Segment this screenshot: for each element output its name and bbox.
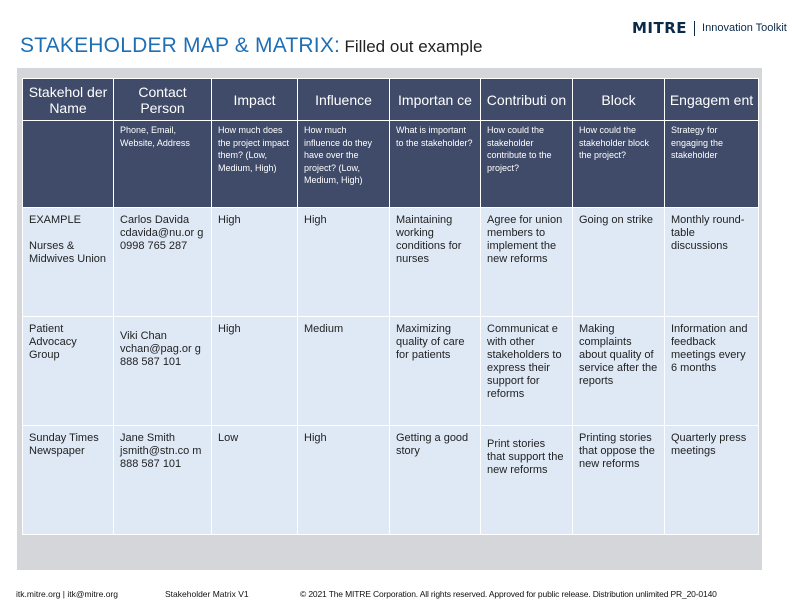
- table-row: [23, 208, 759, 317]
- col-header-contact: Contact Person: [114, 79, 212, 121]
- col-header-block: Block: [573, 79, 665, 121]
- desc-block: How could the stakeholder block the project?: [573, 121, 665, 208]
- cell-engagement: Monthly round-table discussions: [665, 208, 759, 317]
- cell-contribution: [481, 426, 573, 535]
- cell-block: Going on strike: [573, 208, 665, 317]
- page-title: [20, 34, 482, 58]
- logo-divider: [694, 21, 695, 36]
- cell-influence: Medium: [298, 317, 390, 426]
- cell-name: [23, 208, 114, 317]
- desc-influence: How much influence do they have over the project? (Low, Medium, High): [298, 121, 390, 208]
- cell-block: Printing stories that oppose the new reforms: [573, 426, 665, 535]
- cell-name: [23, 426, 114, 535]
- mitre-logo: [632, 19, 787, 37]
- stakeholder-name: Sunday Times Newspaper: [29, 432, 99, 457]
- cell-engagement: Information and feedback meetings every 6 months: [665, 317, 759, 426]
- col-header-influence: Influence: [298, 79, 390, 121]
- title-subtitle: Filled out example: [344, 37, 483, 56]
- cell-impact: High: [212, 208, 298, 317]
- col-header-impact: Impact: [212, 79, 298, 121]
- cell-influence: High: [298, 426, 390, 535]
- cell-name: [23, 317, 114, 426]
- cell-impact: Low: [212, 426, 298, 535]
- matrix-frame: [17, 68, 762, 570]
- desc-name: [23, 121, 114, 208]
- col-header-name: Stakehol der Name: [23, 79, 114, 121]
- cell-contact: Jane Smith jsmith@stn.co m 888 587 101: [114, 426, 212, 535]
- col-header-contribution: Contributi on: [481, 79, 573, 121]
- cell-engagement: Quarterly press meetings: [665, 426, 759, 535]
- stakeholder-matrix-table: [22, 78, 759, 535]
- desc-contribution: How could the stakeholder contribute to the project?: [481, 121, 573, 208]
- cell-importance: Maintaining working conditions for nurses: [390, 208, 481, 317]
- cell-block: Making complaints about quality of service after the reports: [573, 317, 665, 426]
- contact-text: Viki Chan vchan@pag.or g 888 587 101: [120, 330, 201, 368]
- stakeholder-name: Nurses & Midwives Union: [29, 240, 107, 265]
- header-row: [23, 79, 759, 121]
- table-row: [23, 317, 759, 426]
- footer-contact: itk.mitre.org | itk@mitre.org: [16, 589, 118, 599]
- cell-contribution: Agree for union members to implement the new reforms: [481, 208, 573, 317]
- cell-contact: [114, 317, 212, 426]
- title-main: STAKEHOLDER MAP & MATRIX:: [20, 34, 341, 57]
- logo-brand: MITRE: [632, 19, 688, 37]
- col-header-importance: Importan ce: [390, 79, 481, 121]
- col-header-engagement: Engagem ent: [665, 79, 759, 121]
- cell-impact: High: [212, 317, 298, 426]
- example-label: EXAMPLE: [29, 214, 81, 226]
- table-row: [23, 426, 759, 535]
- desc-engagement: Strategy for engaging the stakeholder: [665, 121, 759, 208]
- footer-doc-name: Stakeholder Matrix V1: [165, 589, 249, 599]
- desc-importance: What is important to the stakeholder?: [390, 121, 481, 208]
- desc-impact: How much does the project impact them? (Low, Medium, High): [212, 121, 298, 208]
- description-row: [23, 121, 759, 208]
- cell-influence: High: [298, 208, 390, 317]
- desc-contact: Phone, Email, Website, Address: [114, 121, 212, 208]
- contribution-text: Print stories that support the new reforms: [487, 438, 564, 476]
- logo-toolkit: Innovation Toolkit: [702, 22, 787, 34]
- stakeholder-name: Patient Advocacy Group: [29, 323, 77, 361]
- cell-contact: Carlos Davida cdavida@nu.or g 0998 765 287: [114, 208, 212, 317]
- cell-importance: Maximizing quality of care for patients: [390, 317, 481, 426]
- footer-copyright: © 2021 The MITRE Corporation. All rights reserved. Approved for public release. Distribution unlimited PR_20-0140: [300, 589, 717, 599]
- cell-contribution: Communicat e with other stakeholders to express their support for reforms: [481, 317, 573, 426]
- cell-importance: Getting a good story: [390, 426, 481, 535]
